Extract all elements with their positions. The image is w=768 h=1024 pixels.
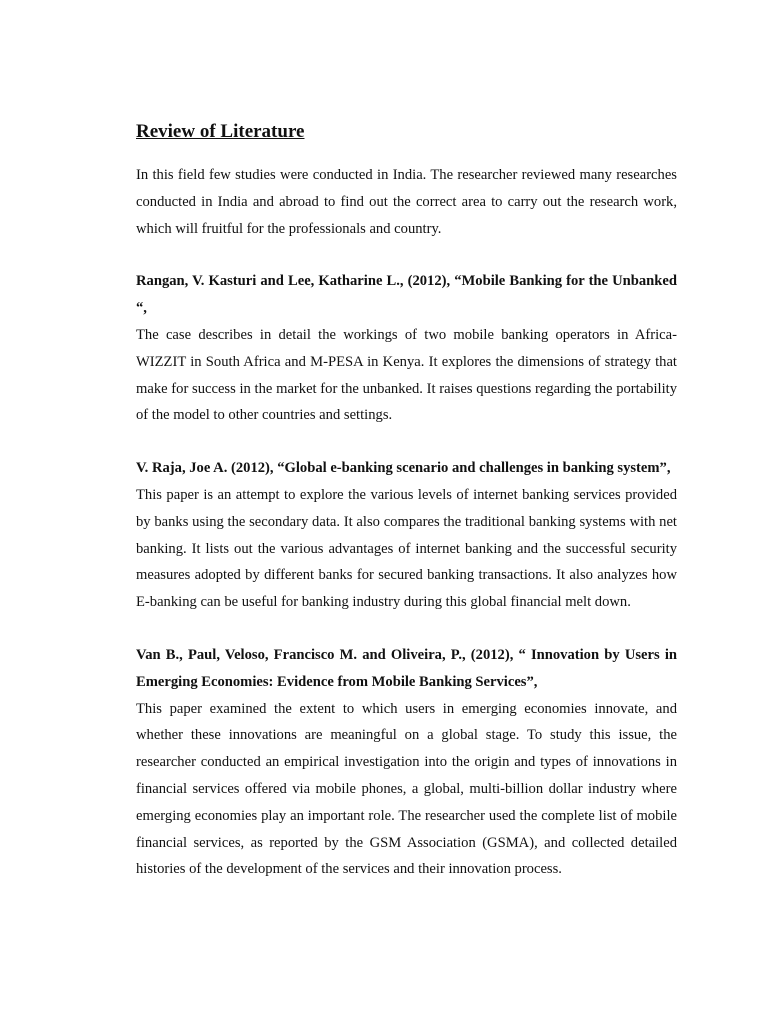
reference-entry (136, 642, 677, 883)
reference-summary: This paper is an attempt to explore the various levels of internet banking services provided by banks using the secondary data. It also compares the traditional banking systems with net banking. It lists out the various advantages of internet banking and the successful security measures adopted by different banks for secured banking transactions. It also analyzes how E-banking can be useful for banking industry during this global financial melt down. (136, 486, 677, 611)
reference-summary: The case describes in detail the workings of two mobile banking operators in Africa- WIZZIT in South Africa and M-PESA in Kenya. It explores the dimensions of strategy that make for success in the market for the unbanked. It raises questions regarding the portability of the model to other countries and settings. (136, 326, 677, 424)
document-page (136, 118, 677, 909)
intro-paragraph: In this field few studies were conducted in India. The researcher reviewed many researches conducted in India and abroad to find out the correct area to carry out the research work, which will fruitful for the professionals and country. (136, 167, 677, 237)
page-title: Review of Literature (136, 121, 305, 142)
reference-citation: V. Raja, Joe A. (2012), “Global e-banking scenario and challenges in banking system”, (136, 460, 671, 477)
reference-entry (136, 268, 677, 429)
reference-summary: This paper examined the extent to which users in emerging economies innovate, and whether these innovations are meaningful on a global stage. To study this issue, the researcher conducted an empirical investigation into the origin and types of innovations in financial services offered via mobile phones, a global, multi-billion dollar industry where emerging economies play an important role. The researcher used the complete list of mobile financial services, as reported by the GSM Association (GSMA), and collected detailed histories of the development of the services and their innovation process. (136, 700, 677, 878)
reference-entry (136, 455, 677, 616)
reference-citation: Van B., Paul, Veloso, Francisco M. and Oliveira, P., (2012), “ Innovation by Users in Emerging Economies: Evidence from Mobile Banking Services”, (136, 646, 677, 690)
reference-citation: Rangan, V. Kasturi and Lee, Katharine L., (2012), “Mobile Banking for the Unbanked “, (136, 273, 677, 317)
